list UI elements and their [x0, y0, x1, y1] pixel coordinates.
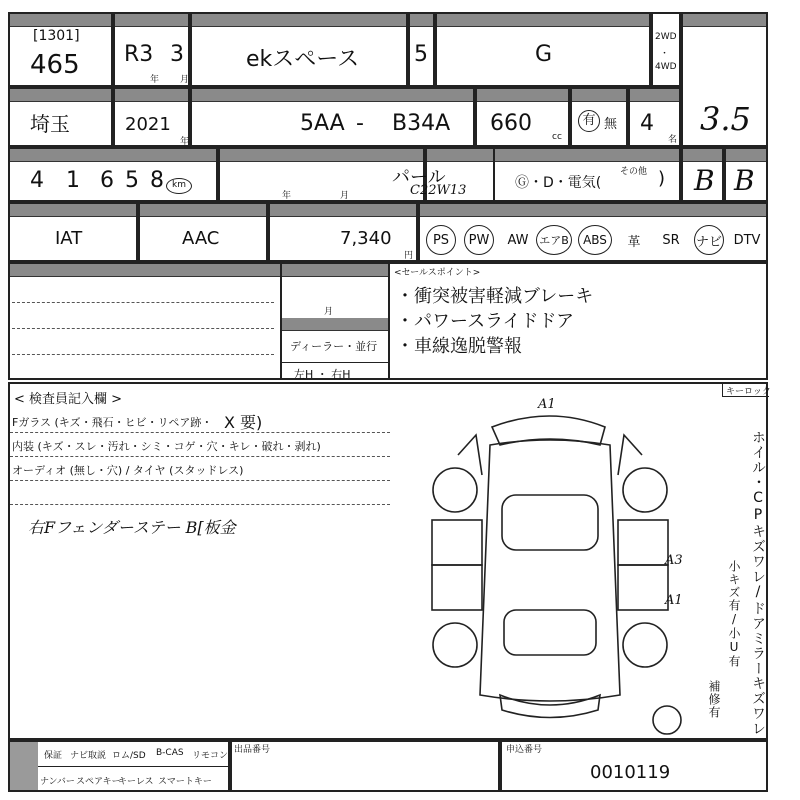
- exhibit-number-cell: [230, 740, 500, 792]
- mileage-digit-1: 4: [30, 168, 44, 193]
- acc-navi-manual: ナビ取説: [70, 751, 107, 761]
- fuel-other: その他: [620, 167, 648, 177]
- application-number-label: 申込番号: [506, 745, 543, 755]
- sales-point-1: ・衝突被害軽減ブレーキ: [396, 286, 594, 307]
- acc-remote: リモコン: [192, 751, 229, 761]
- doors-header: [410, 14, 433, 27]
- mileage-digit-3: 6: [100, 168, 114, 193]
- notes-header: [10, 264, 280, 277]
- options-header: [420, 204, 766, 217]
- side-note-repair: 補修有: [707, 680, 721, 719]
- first-reg-year: 2021: [125, 114, 171, 135]
- transmission: IAT: [55, 228, 83, 249]
- side-note-minor: 小キズ有/小U有: [727, 560, 741, 668]
- lot-header: [10, 14, 111, 27]
- displacement-header: [477, 89, 568, 102]
- inspector-rule-3: [10, 480, 390, 481]
- first-reg-header: [115, 89, 188, 102]
- aircon-header: [140, 204, 266, 217]
- mileage-unit: km: [166, 178, 192, 194]
- drive-2wd: 2WD: [655, 32, 677, 42]
- region-header: [10, 89, 111, 102]
- damage-mark-right-2: A1: [665, 593, 683, 608]
- year-month: 3: [170, 42, 184, 67]
- application-number: 0010119: [590, 762, 671, 783]
- month-mark: 月: [180, 75, 190, 85]
- acc-bcas: B-CAS: [156, 748, 184, 758]
- model-header: [192, 89, 473, 102]
- option-leather: 革: [627, 234, 641, 250]
- interior-grade-header: [726, 149, 766, 162]
- inspector-rule-2: [10, 456, 390, 457]
- dealer-parallel: ディーラー・並行: [290, 340, 378, 353]
- option-airbag: エアB: [536, 225, 572, 255]
- recycle-yes: 有: [578, 110, 600, 132]
- periodic-month-mark: 月: [324, 307, 334, 317]
- fuel-types: Ⓖ・D・電気(: [515, 175, 602, 191]
- inspector-line-3: オーディオ (無し・穴) / タイヤ (スタッドレス): [12, 464, 244, 477]
- acc-spare-key: スペアキー: [76, 777, 121, 787]
- seats: 4: [640, 111, 654, 136]
- car-name-header: [192, 14, 406, 27]
- mileage-digit-4: 5: [125, 168, 139, 193]
- acc-keyless: キーレス: [118, 777, 154, 787]
- handle-divider: [282, 362, 388, 363]
- fuel-close: ): [658, 168, 666, 189]
- sales-points-title: <セールスポイント>: [394, 268, 481, 278]
- periodic-header: [282, 264, 388, 277]
- inspector-note: 右Fフェンダーステー B[板金: [28, 518, 236, 537]
- car-name: ekスペース: [246, 47, 360, 72]
- note-line-1: [12, 302, 274, 303]
- region: 埼玉: [30, 112, 70, 136]
- recycle-fee-unit: 円: [404, 251, 414, 261]
- grade-header: [437, 14, 649, 27]
- option-ps: PS: [426, 225, 456, 255]
- year-era: R3: [124, 42, 154, 67]
- seats-unit: 名: [668, 135, 678, 145]
- score-header: [683, 14, 766, 27]
- acc-plate: ナンバー: [40, 777, 75, 787]
- side-note-main: ホイル・CPキズワレ/ドアミラーキズワレ: [750, 430, 766, 736]
- displacement: 660: [490, 111, 532, 136]
- year-mark: 年: [150, 75, 160, 85]
- sales-point-2: ・パワースライドドア: [396, 311, 575, 332]
- option-aw: AW: [507, 232, 529, 248]
- inspector-title: < 検査員記入欄 >: [14, 392, 123, 407]
- grade: G: [535, 42, 553, 67]
- drive-sep: ・: [660, 49, 670, 59]
- model-code: B34A: [392, 111, 451, 136]
- fuel-header: [495, 149, 679, 162]
- drive-4wd: 4WD: [655, 62, 677, 72]
- displacement-unit: cc: [552, 132, 562, 142]
- seats-header: [630, 89, 679, 102]
- inspector-rule-4: [10, 504, 390, 505]
- score: 3.5: [700, 100, 751, 138]
- exhibit-number-label: 出品番号: [234, 745, 271, 755]
- import-header: [282, 318, 388, 331]
- acc-rom: ロム/SD: [112, 751, 146, 761]
- year-header: [115, 14, 188, 27]
- doors: 5: [414, 42, 428, 67]
- note-line-3: [12, 354, 274, 355]
- inspector-line-1-mark: X 要): [224, 413, 263, 432]
- recycle-no: 無: [604, 117, 618, 132]
- shaken-month-mark: 月: [340, 191, 350, 201]
- lot-code: [1301]: [33, 28, 80, 44]
- model-dash: -: [356, 111, 364, 136]
- model-prefix: 5AA: [300, 111, 345, 136]
- shaken-year-mark: 年: [282, 191, 292, 201]
- shaken-header: [220, 149, 423, 162]
- inspector-line-2: 内装 (キズ・スレ・汚れ・シミ・コゲ・穴・キレ・破れ・剥れ): [12, 440, 321, 453]
- accessories-divider: [38, 766, 228, 767]
- color-header: [427, 149, 503, 162]
- recycle-fee-header: [270, 204, 416, 217]
- option-navi: ナビ: [694, 225, 724, 255]
- sales-point-3: ・車線逸脱警報: [396, 336, 522, 357]
- note-line-2: [12, 328, 274, 329]
- interior-grade: B: [734, 164, 755, 197]
- option-abs: ABS: [578, 225, 612, 255]
- transmission-header: [10, 204, 136, 217]
- inspector-line-1: Fガラス (キズ・飛石・ヒビ・リペア跡・: [12, 416, 213, 429]
- first-reg-mark: 年: [180, 137, 190, 147]
- option-sr: SR: [662, 232, 680, 248]
- exterior-grade-header: [683, 149, 722, 162]
- acc-warranty: 保証: [44, 751, 63, 761]
- notes-cell: [8, 262, 280, 380]
- damage-mark-right-1: A3: [665, 553, 683, 568]
- mileage-header: [10, 149, 216, 162]
- recycle-flag-header: [572, 89, 626, 102]
- option-pw: PW: [464, 225, 494, 255]
- exterior-grade: B: [694, 164, 715, 197]
- acc-smart-key: スマートキー: [158, 777, 212, 787]
- accessories-grid: [10, 742, 38, 790]
- aircon: AAC: [182, 228, 220, 249]
- keylock-label: キーロック: [726, 387, 771, 397]
- color-code: C22W13: [410, 183, 467, 198]
- recycle-fee: 7,340: [340, 228, 392, 249]
- mileage-digit-2: 1: [66, 168, 80, 193]
- lot-number: 465: [30, 50, 80, 80]
- damage-mark-top: A1: [538, 397, 556, 412]
- option-dtv: DTV: [733, 232, 761, 248]
- handle-position: 左H ・ 右H: [294, 368, 351, 381]
- mileage-digit-5: 8: [150, 168, 164, 193]
- color-name: パール: [392, 167, 446, 188]
- inspector-rule-1: [10, 432, 390, 433]
